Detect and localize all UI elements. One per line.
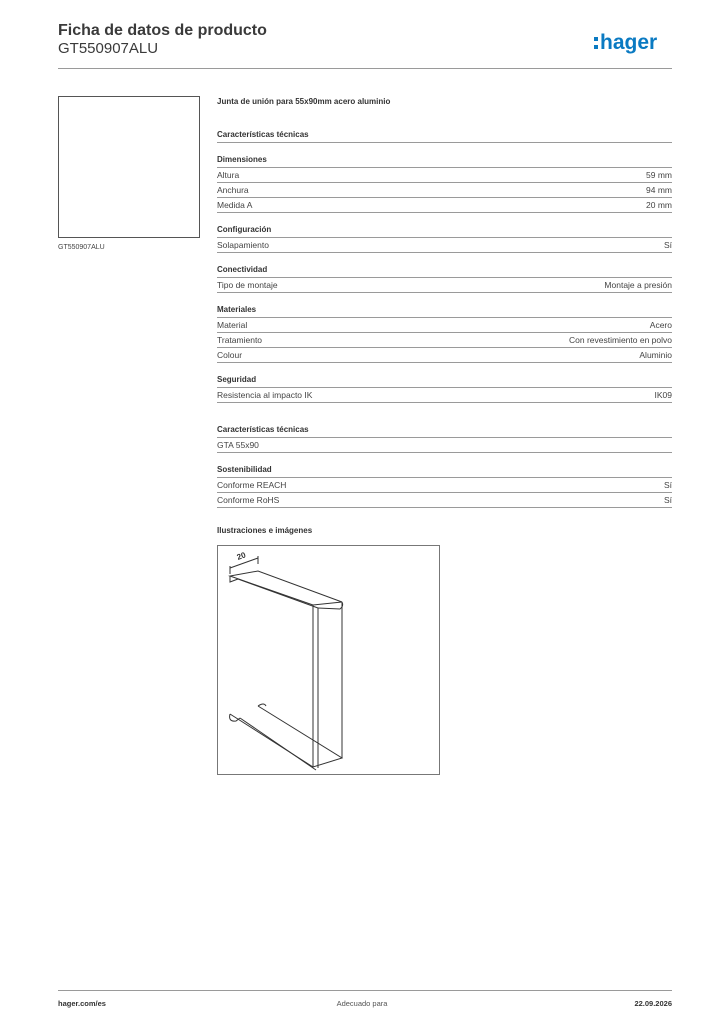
row-label: Anchura [217, 185, 249, 195]
table-row [217, 348, 672, 363]
spec-section [217, 303, 672, 363]
row-value: Acero [649, 320, 672, 330]
row-label: Conforme REACH [217, 480, 287, 490]
logo-text: hager [600, 31, 658, 54]
product-thumbnail [58, 96, 200, 238]
row-label: Tratamiento [217, 335, 263, 345]
row-value: Montaje a presión [604, 280, 672, 290]
spec-content [217, 96, 672, 508]
hager-logo [593, 26, 673, 58]
footer-divider [58, 990, 672, 991]
row-label: Altura [217, 170, 240, 180]
table-row [217, 388, 672, 403]
row-value: IK09 [654, 390, 672, 400]
footer-date: 22.09.2026 [634, 999, 672, 1008]
row-label: Conforme RoHS [217, 495, 280, 505]
footer-suitable-for: Adecuado para [336, 999, 388, 1008]
spec-heading-2: Características técnicas [217, 423, 672, 438]
spec-section [217, 373, 672, 403]
page-title: Ficha de datos de producto [58, 22, 267, 39]
row-label: Tipo de montaje [217, 280, 278, 290]
row-label: Material [217, 320, 248, 330]
section-heading: Materiales [217, 303, 672, 318]
table-row [217, 238, 672, 253]
row-value: Sí [663, 495, 672, 505]
dimension-label: 20 [235, 550, 248, 562]
table-row [217, 493, 672, 508]
header-divider [58, 68, 672, 69]
spec-heading: Características técnicas [217, 128, 672, 143]
row-value: 59 mm [646, 170, 672, 180]
product-code: GT550907ALU [58, 40, 159, 57]
table-row [217, 478, 672, 493]
section-heading: Configuración [217, 223, 672, 238]
section-heading: Conectividad [217, 263, 672, 278]
row-value: 94 mm [646, 185, 672, 195]
spec-section [217, 223, 672, 253]
table-row [217, 198, 672, 213]
section-heading: Seguridad [217, 373, 672, 388]
coupling-drawing [218, 546, 439, 774]
row-value: 20 mm [646, 200, 672, 210]
section-heading: Dimensiones [217, 153, 672, 168]
row-label: Solapamiento [217, 240, 269, 250]
row-label: Colour [217, 350, 243, 360]
table-row [217, 333, 672, 348]
row-value: Sí [663, 480, 672, 490]
row-label: Medida A [217, 200, 253, 210]
spec-section [217, 263, 672, 293]
table-row [217, 168, 672, 183]
row-value: Sí [663, 240, 672, 250]
table-row [217, 183, 672, 198]
spec-section [217, 153, 672, 213]
thumbnail-caption: GT550907ALU [58, 244, 105, 251]
table-row [217, 318, 672, 333]
row-label: Resistencia al impacto IK [217, 390, 313, 400]
row-value: Con revestimiento en polvo [568, 335, 672, 345]
illustration-frame [217, 545, 440, 775]
sustainability-heading: Sostenibilidad [217, 463, 672, 478]
footer-website-link[interactable]: hager.com/es [58, 999, 106, 1008]
table-row [217, 278, 672, 293]
spec2-row: GTA 55x90 [217, 438, 672, 453]
product-title: Junta de unión para 55x90mm acero aluminio [217, 97, 391, 106]
illustrations-heading: Ilustraciones e imágenes [217, 526, 313, 535]
row-value: Aluminio [639, 350, 672, 360]
